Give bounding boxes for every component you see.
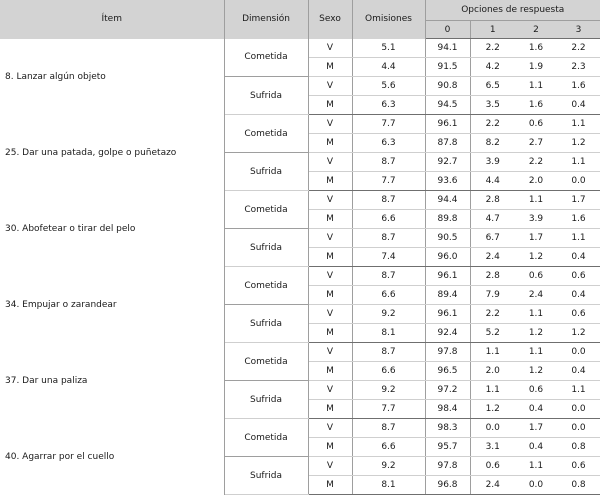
opt-0-cell: 96.8 — [425, 476, 470, 495]
opt-3-cell: 0.0 — [557, 400, 600, 419]
omisiones-cell: 5.6 — [352, 77, 425, 96]
opt-1-cell: 2.0 — [470, 362, 515, 381]
opt-2-cell: 0.6 — [515, 267, 557, 286]
sexo-cell: M — [308, 438, 352, 457]
opt-1-cell: 2.2 — [470, 115, 515, 134]
opt-1-cell: 1.1 — [470, 343, 515, 362]
omisiones-cell: 6.3 — [352, 96, 425, 115]
opt-3-cell: 0.4 — [557, 362, 600, 381]
opt-0-cell: 98.4 — [425, 400, 470, 419]
opt-1-cell: 2.2 — [470, 305, 515, 324]
table-header — [0, 0, 600, 39]
sexo-cell: M — [308, 286, 352, 305]
omisiones-cell: 8.7 — [352, 267, 425, 286]
omisiones-cell: 6.6 — [352, 286, 425, 305]
omisiones-cell: 8.1 — [352, 324, 425, 343]
sexo-cell: V — [308, 419, 352, 438]
sexo-cell: M — [308, 362, 352, 381]
opt-0-cell: 87.8 — [425, 134, 470, 153]
omisiones-cell: 6.6 — [352, 362, 425, 381]
opt-2-cell: 2.2 — [515, 153, 557, 172]
opt-0-cell: 96.0 — [425, 248, 470, 267]
item-label: 40. Agarrar por el cuello — [0, 419, 224, 495]
sexo-cell: M — [308, 248, 352, 267]
dimension-label: Cometida — [224, 267, 308, 305]
col-header-opt-2: 2 — [515, 21, 557, 39]
opt-2-cell: 1.1 — [515, 457, 557, 476]
omisiones-cell: 7.4 — [352, 248, 425, 267]
table-row — [0, 115, 600, 134]
opt-2-cell: 1.6 — [515, 39, 557, 58]
opt-3-cell: 1.7 — [557, 191, 600, 210]
opt-2-cell: 0.6 — [515, 381, 557, 400]
table-row — [0, 39, 600, 58]
omisiones-cell: 9.2 — [352, 457, 425, 476]
opt-0-cell: 95.7 — [425, 438, 470, 457]
opt-3-cell: 2.3 — [557, 58, 600, 77]
opt-0-cell: 94.1 — [425, 39, 470, 58]
opt-1-cell: 1.1 — [470, 381, 515, 400]
opt-2-cell: 0.4 — [515, 438, 557, 457]
opt-3-cell: 1.2 — [557, 134, 600, 153]
opt-2-cell: 2.4 — [515, 286, 557, 305]
opt-2-cell: 0.4 — [515, 400, 557, 419]
opt-1-cell: 6.5 — [470, 77, 515, 96]
opt-1-cell: 8.2 — [470, 134, 515, 153]
opt-1-cell: 4.7 — [470, 210, 515, 229]
sexo-cell: V — [308, 229, 352, 248]
opt-1-cell: 2.4 — [470, 248, 515, 267]
opt-2-cell: 1.7 — [515, 419, 557, 438]
sexo-cell: M — [308, 96, 352, 115]
sexo-cell: V — [308, 381, 352, 400]
omisiones-cell: 8.7 — [352, 343, 425, 362]
opt-1-cell: 4.4 — [470, 172, 515, 191]
sexo-cell: V — [308, 343, 352, 362]
dimension-label: Cometida — [224, 419, 308, 457]
opt-3-cell: 0.0 — [557, 343, 600, 362]
omisiones-cell: 6.6 — [352, 210, 425, 229]
opt-0-cell: 97.8 — [425, 457, 470, 476]
dimension-label: Sufrida — [224, 381, 308, 419]
dimension-label: Sufrida — [224, 77, 308, 115]
opt-3-cell: 1.1 — [557, 153, 600, 172]
opt-3-cell: 1.1 — [557, 229, 600, 248]
opt-2-cell: 1.2 — [515, 324, 557, 343]
opt-1-cell: 2.4 — [470, 476, 515, 495]
opt-2-cell: 3.9 — [515, 210, 557, 229]
omisiones-cell: 8.7 — [352, 191, 425, 210]
table-row — [0, 419, 600, 438]
opt-1-cell: 2.8 — [470, 191, 515, 210]
col-header-dimension: Dimensión — [224, 0, 308, 39]
omisiones-cell: 8.7 — [352, 229, 425, 248]
omisiones-cell: 5.1 — [352, 39, 425, 58]
item-label: 34. Empujar o zarandear — [0, 267, 224, 343]
opt-0-cell: 96.1 — [425, 267, 470, 286]
opt-2-cell: 1.1 — [515, 305, 557, 324]
sexo-cell: M — [308, 134, 352, 153]
sexo-cell: V — [308, 457, 352, 476]
col-header-opt-3: 3 — [557, 21, 600, 39]
opt-0-cell: 92.4 — [425, 324, 470, 343]
col-header-omisiones: Omisiones — [352, 0, 425, 39]
opt-2-cell: 0.0 — [515, 476, 557, 495]
omisiones-cell: 8.7 — [352, 419, 425, 438]
opt-1-cell: 3.5 — [470, 96, 515, 115]
opt-1-cell: 4.2 — [470, 58, 515, 77]
dimension-label: Sufrida — [224, 305, 308, 343]
opt-3-cell: 2.2 — [557, 39, 600, 58]
sexo-cell: M — [308, 476, 352, 495]
omisiones-cell: 6.6 — [352, 438, 425, 457]
sexo-cell: M — [308, 324, 352, 343]
sexo-cell: M — [308, 400, 352, 419]
opt-0-cell: 97.2 — [425, 381, 470, 400]
opt-0-cell: 94.5 — [425, 96, 470, 115]
opt-2-cell: 1.2 — [515, 362, 557, 381]
sexo-cell: M — [308, 58, 352, 77]
opt-1-cell: 5.2 — [470, 324, 515, 343]
item-label: 25. Dar una patada, golpe o puñetazo — [0, 115, 224, 191]
opt-2-cell: 1.1 — [515, 77, 557, 96]
sexo-cell: V — [308, 115, 352, 134]
omisiones-cell: 7.7 — [352, 400, 425, 419]
sexo-cell: V — [308, 305, 352, 324]
opt-3-cell: 0.0 — [557, 419, 600, 438]
omisiones-cell: 4.4 — [352, 58, 425, 77]
opt-1-cell: 0.6 — [470, 457, 515, 476]
opt-2-cell: 1.6 — [515, 96, 557, 115]
opt-0-cell: 90.5 — [425, 229, 470, 248]
omisiones-cell: 9.2 — [352, 381, 425, 400]
col-header-opt-0: 0 — [425, 21, 470, 39]
opt-0-cell: 89.8 — [425, 210, 470, 229]
sexo-cell: M — [308, 210, 352, 229]
dimension-label: Cometida — [224, 115, 308, 153]
opt-0-cell: 92.7 — [425, 153, 470, 172]
opt-0-cell: 98.3 — [425, 419, 470, 438]
item-label: 30. Abofetear o tirar del pelo — [0, 191, 224, 267]
dimension-label: Cometida — [224, 39, 308, 77]
dimension-label: Cometida — [224, 343, 308, 381]
opt-3-cell: 0.8 — [557, 438, 600, 457]
opt-1-cell: 0.0 — [470, 419, 515, 438]
item-label: 8. Lanzar algún objeto — [0, 39, 224, 115]
omisiones-cell: 9.2 — [352, 305, 425, 324]
opt-2-cell: 1.1 — [515, 191, 557, 210]
omisiones-cell: 7.7 — [352, 115, 425, 134]
opt-3-cell: 0.4 — [557, 96, 600, 115]
opt-3-cell: 0.8 — [557, 476, 600, 495]
opt-0-cell: 96.5 — [425, 362, 470, 381]
opt-1-cell: 3.1 — [470, 438, 515, 457]
opt-3-cell: 0.4 — [557, 248, 600, 267]
sexo-cell: V — [308, 77, 352, 96]
sexo-cell: V — [308, 153, 352, 172]
sexo-cell: V — [308, 191, 352, 210]
opt-3-cell: 1.1 — [557, 115, 600, 134]
sexo-cell: V — [308, 267, 352, 286]
opt-3-cell: 0.6 — [557, 305, 600, 324]
table-row — [0, 191, 600, 210]
opt-3-cell: 0.6 — [557, 457, 600, 476]
opt-1-cell: 3.9 — [470, 153, 515, 172]
opt-3-cell: 1.2 — [557, 324, 600, 343]
dimension-label: Sufrida — [224, 457, 308, 495]
opt-2-cell: 1.2 — [515, 248, 557, 267]
table-row — [0, 267, 600, 286]
opt-3-cell: 0.6 — [557, 267, 600, 286]
opt-1-cell: 1.2 — [470, 400, 515, 419]
omisiones-cell: 8.1 — [352, 476, 425, 495]
dimension-label: Sufrida — [224, 153, 308, 191]
opt-0-cell: 91.5 — [425, 58, 470, 77]
opt-1-cell: 7.9 — [470, 286, 515, 305]
omisiones-cell: 7.7 — [352, 172, 425, 191]
col-header-opt-1: 1 — [470, 21, 515, 39]
opt-0-cell: 93.6 — [425, 172, 470, 191]
dimension-label: Cometida — [224, 191, 308, 229]
opt-1-cell: 2.8 — [470, 267, 515, 286]
opt-0-cell: 89.4 — [425, 286, 470, 305]
opt-2-cell: 2.0 — [515, 172, 557, 191]
opt-3-cell: 0.4 — [557, 286, 600, 305]
opt-3-cell: 1.1 — [557, 381, 600, 400]
opt-3-cell: 1.6 — [557, 77, 600, 96]
opt-2-cell: 1.1 — [515, 343, 557, 362]
item-label: 37. Dar una paliza — [0, 343, 224, 419]
opt-2-cell: 1.9 — [515, 58, 557, 77]
col-header-item: Ítem — [0, 0, 224, 39]
omisiones-cell: 8.7 — [352, 153, 425, 172]
table-row — [0, 343, 600, 362]
opt-1-cell: 2.2 — [470, 39, 515, 58]
opt-0-cell: 97.8 — [425, 343, 470, 362]
opt-3-cell: 1.6 — [557, 210, 600, 229]
opt-1-cell: 6.7 — [470, 229, 515, 248]
sexo-cell: V — [308, 39, 352, 58]
col-header-sexo: Sexo — [308, 0, 352, 39]
opt-0-cell: 96.1 — [425, 115, 470, 134]
opt-2-cell: 0.6 — [515, 115, 557, 134]
opt-0-cell: 90.8 — [425, 77, 470, 96]
opt-2-cell: 1.7 — [515, 229, 557, 248]
omisiones-cell: 6.3 — [352, 134, 425, 153]
dimension-label: Sufrida — [224, 229, 308, 267]
table-body — [0, 39, 600, 495]
opt-2-cell: 2.7 — [515, 134, 557, 153]
col-header-opciones: Opciones de respuesta — [425, 0, 600, 21]
opt-0-cell: 94.4 — [425, 191, 470, 210]
sexo-cell: M — [308, 172, 352, 191]
opt-3-cell: 0.0 — [557, 172, 600, 191]
opt-0-cell: 96.1 — [425, 305, 470, 324]
